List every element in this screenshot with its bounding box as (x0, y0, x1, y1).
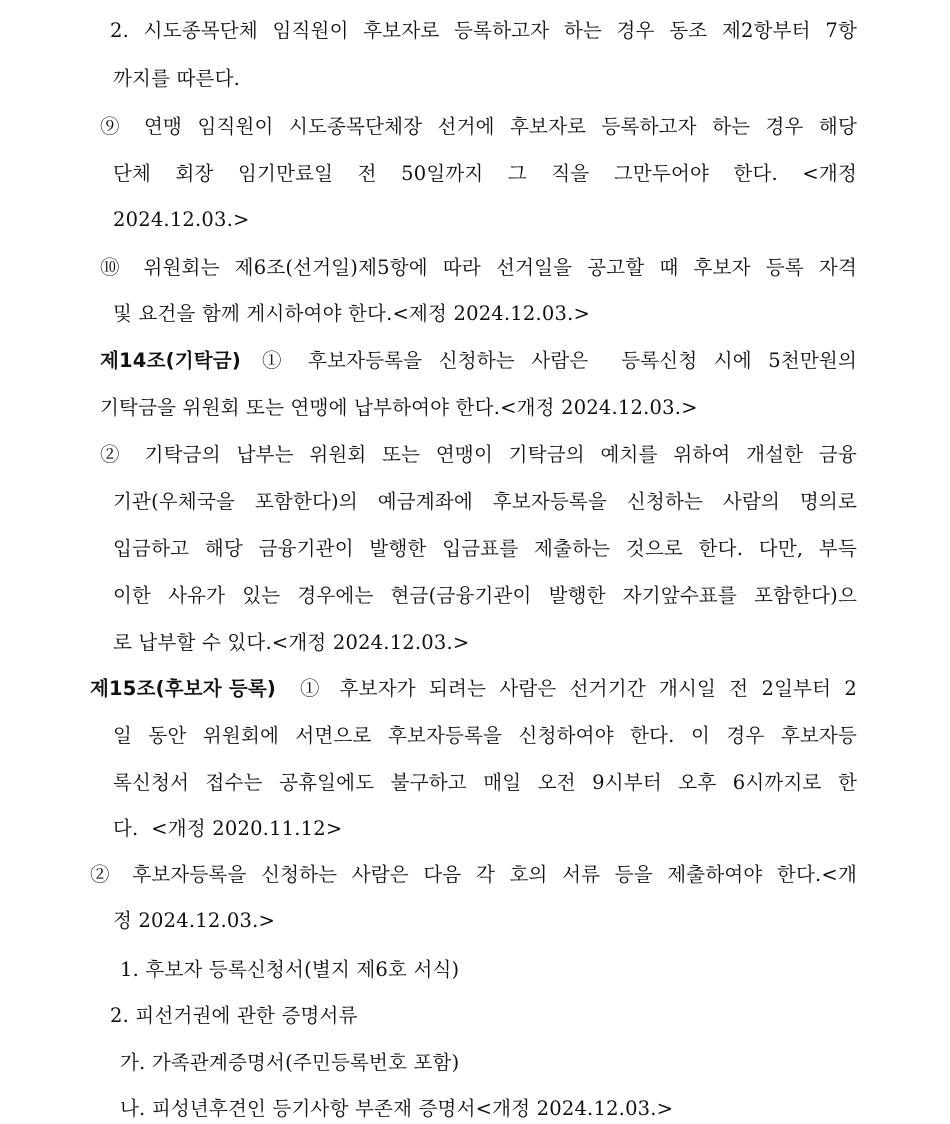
text-line: 및 요건을 함께 게시하여야 한다.<제정 2024.12.03.> (113, 302, 591, 325)
text-line: ① 후보자등록을 신청하는 사람은 등록신청 시에 5천만원의 (262, 349, 857, 372)
text-line: ⑨ 연맹 임직원이 시도종목단체장 선거에 후보자로 등록하고자 하는 경우 해당 (100, 115, 857, 138)
text-line: 정 2024.12.03.> (113, 909, 276, 932)
text-line: 다. <개정 2020.11.12> (113, 817, 343, 840)
text-line: ② 후보자등록을 신청하는 사람은 다음 각 호의 서류 등을 제출하여야 한다.<개 (90, 863, 857, 886)
text-line: 2. 시도종목단체 임직원이 후보자로 등록하고자 하는 경우 동조 제2항부터 7항 (110, 19, 857, 42)
article-heading: 제15조(후보자 등록) (90, 677, 277, 700)
text-line: 1. 후보자 등록신청서(별지 제6호 서식) (120, 958, 460, 981)
text-line: 까지를 따른다. (113, 67, 241, 90)
text-line: 2. 피선거권에 관한 증명서류 (110, 1004, 358, 1027)
text-line: 일 동안 위원회에 서면으로 후보자등록을 신청하여야 한다. 이 경우 후보자등 (113, 724, 857, 747)
text-line: 이한 사유가 있는 경우에는 현금(금융기관이 발행한 자기앞수표를 포함한다)으 (113, 584, 857, 607)
text-line: 로 납부할 수 있다.<개정 2024.12.03.> (113, 631, 470, 654)
article-heading: 제14조(기탁금) (100, 349, 241, 372)
text-line: ⑩ 위원회는 제6조(선거일)제5항에 따라 선거일을 공고할 때 후보자 등록 자격 (100, 256, 857, 279)
text-line: 가. 가족관계증명서(주민등록번호 포함) (120, 1051, 460, 1074)
text-line: 입금하고 해당 금융기관이 발행한 입금표를 제출하는 것으로 한다. 다만, 부득 (113, 537, 857, 560)
text-line: 기탁금을 위원회 또는 연맹에 납부하여야 한다.<개정 2024.12.03.> (100, 396, 698, 419)
text-line: 2024.12.03.> (113, 208, 250, 231)
text-line: 록신청서 접수는 공휴일에도 불구하고 매일 오전 9시부터 오후 6시까지로 한 (113, 771, 857, 794)
text-line: 기관(우체국을 포함한다)의 예금계좌에 후보자등록을 신청하는 사람의 명의로 (113, 490, 857, 513)
text-line: ① 후보자가 되려는 사람은 선거기간 개시일 전 2일부터 2 (300, 677, 857, 700)
text-line: ② 기탁금의 납부는 위원회 또는 연맹이 기탁금의 예치를 위하여 개설한 금융 (100, 443, 857, 466)
text-line: 단체 회장 임기만료일 전 50일까지 그 직을 그만두어야 한다. <개정 (113, 162, 857, 185)
text-line: 나. 피성년후견인 등기사항 부존재 증명서<개정 2024.12.03.> (120, 1097, 674, 1120)
